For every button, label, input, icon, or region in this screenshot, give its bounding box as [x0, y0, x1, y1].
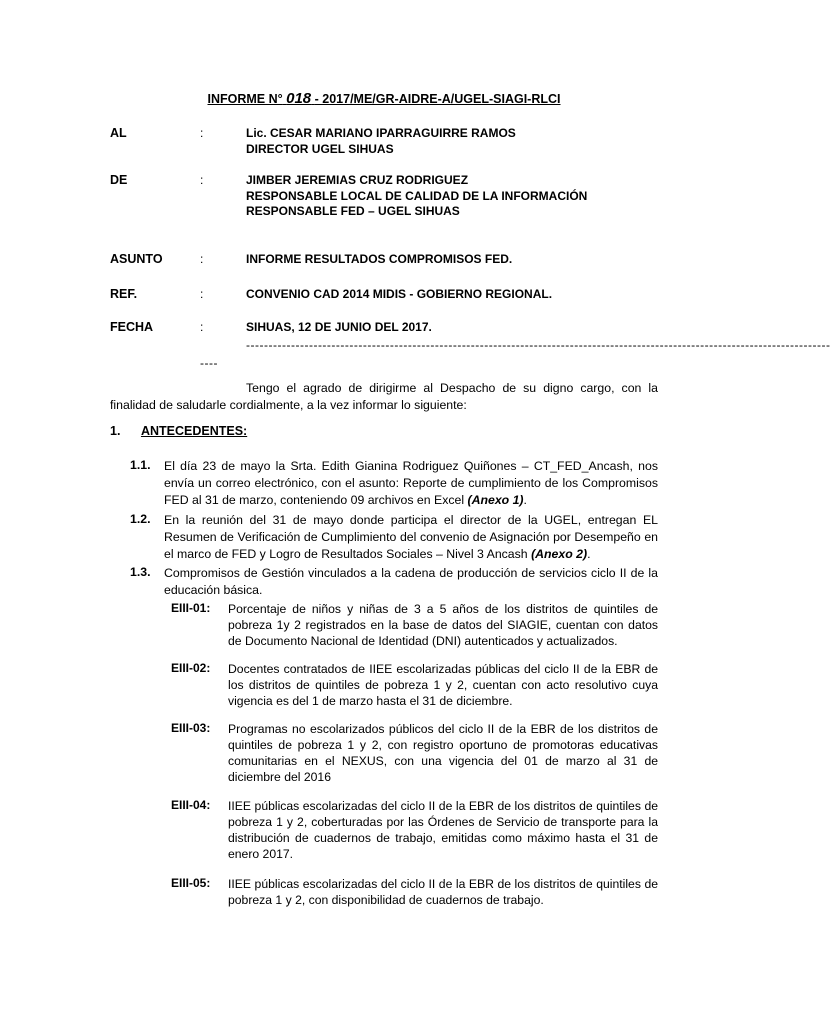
section-heading	[110, 424, 247, 438]
sub-item-code: EIII-01:	[171, 601, 211, 615]
field-label-asunto: ASUNTO	[110, 252, 163, 266]
item-end: .	[523, 493, 527, 507]
sub-item-code: EIII-05:	[171, 876, 211, 890]
item-number: 1.2.	[130, 512, 151, 526]
report-title	[0, 90, 768, 107]
intro-text: Tengo el agrado de dirigirme al Despacho de su digno cargo, con la finalidad de saludarle cordialmente, a la vez informar lo siguiente:	[110, 381, 658, 412]
report-number: 018	[286, 90, 312, 107]
field-value-al	[246, 126, 516, 157]
field-colon-ref: :	[200, 287, 204, 301]
item-end: .	[587, 547, 591, 561]
section-number: 1.	[110, 424, 121, 438]
sub-item-text: Programas no escolarizados públicos del ciclo II de la EBR de los distritos de quintiles de pobreza 1 y 2, con registro oportuno de promotoras educativas comunitarias en el NEXUS, con una vigencia del 01 de marzo al 31 de diciembre del 2016	[228, 722, 658, 784]
field-colon-fecha: :	[200, 320, 204, 334]
field-label-al: AL	[110, 126, 127, 140]
annex-ref: (Anexo 2)	[531, 547, 588, 561]
field-colon-al: :	[200, 126, 204, 140]
item-number: 1.1.	[130, 458, 151, 472]
sub-item-text: IIEE públicas escolarizadas del ciclo II de la EBR de los distritos de quintiles de pobreza 1 y 2, coberturadas por las Órdenes de Servicio de transporte para la distribución de cuadernos de trabajo, emitidas como máximo hasta el 31 de enero 2017.	[228, 799, 658, 861]
field-line: RESPONSABLE FED – UGEL SIHUAS	[246, 204, 460, 218]
sub-item-code: EIII-04:	[171, 798, 211, 812]
sub-item-code: EIII-03:	[171, 721, 211, 735]
field-label-ref: REF.	[110, 287, 138, 301]
field-value-asunto	[246, 252, 512, 268]
section-title: ANTECEDENTES:	[140, 424, 248, 438]
field-line: INFORME RESULTADOS COMPROMISOS FED.	[246, 252, 513, 266]
item-body: Compromisos de Gestión vinculados a la cadena de producción de servicios ciclo II de la educación básica.	[164, 566, 658, 597]
sub-item-text: Docentes contratados de IIEE escolarizadas públicas del ciclo II de la EBR de los distritos de quintiles de pobreza 1 y 2, cuentan con acto resolutivo cuya vigencia es del 1 de marzo hasta el 31 de diciembre.	[228, 662, 658, 708]
item-text	[164, 458, 658, 509]
separator-line: ----------------------------------------------------------------------------------------------------------------------------------	[246, 338, 831, 352]
field-value-de	[246, 173, 587, 220]
field-label-fecha: FECHA	[110, 320, 154, 334]
item-text	[164, 512, 658, 563]
item-number: 1.3.	[130, 565, 151, 579]
field-colon-asunto: :	[200, 252, 204, 266]
intro-paragraph	[110, 380, 658, 414]
field-line: Lic. CESAR MARIANO IPARRAGUIRRE RAMOS	[246, 126, 516, 140]
separator-line-end: ----	[200, 356, 218, 370]
item-text	[164, 565, 658, 599]
field-colon-de: :	[200, 173, 204, 187]
item-body: En la reunión del 31 de mayo donde participa el director de la UGEL, entregan EL Resumen de Verificación de Cumplimiento del convenio de Asignación por Desempeño en el marco de FED y Logro de Resultados Sociales – Nivel 3 Ancash	[164, 513, 658, 561]
item-body: El día 23 de mayo la Srta. Edith Gianina Rodriguez Quiñones – CT_FED_Ancash, nos envía un correo electrónico, con el asunto: Reporte de cumplimiento de los Compromisos FED al 31 de marzo, conteniendo 09 archivos en Excel	[164, 459, 658, 507]
sub-item-text: Porcentaje de niños y niñas de 3 a 5 años de los distritos de quintiles de pobreza 1y 2 registrados en la base de datos del SIAGIE, cuentan con datos de Documento Nacional de Identidad (DNI) autenticados y actualizados.	[228, 602, 658, 648]
field-line: DIRECTOR UGEL SIHUAS	[246, 141, 394, 156]
title-suffix: - 2017/ME/GR-AIDRE-A/UGEL-SIAGI-RLCI	[314, 92, 561, 106]
field-label-de: DE	[110, 173, 128, 187]
title-prefix: INFORME N°	[207, 92, 283, 106]
annex-ref: (Anexo 1)	[467, 493, 524, 507]
field-line: RESPONSABLE LOCAL DE CALIDAD DE LA INFORMACIÓN	[246, 188, 588, 203]
sub-item-code: EIII-02:	[171, 661, 211, 675]
field-value-fecha	[246, 320, 432, 336]
field-line: JIMBER JEREMIAS CRUZ RODRIGUEZ	[246, 173, 469, 187]
field-line: SIHUAS, 12 DE JUNIO DEL 2017.	[246, 320, 432, 334]
field-line: CONVENIO CAD 2014 MIDIS - GOBIERNO REGIONAL.	[246, 287, 553, 301]
sub-item-text: IIEE públicas escolarizadas del ciclo II de la EBR de los distritos de quintiles de pobreza 1 y 2, con disponibilidad de cuadernos de trabajo.	[228, 877, 658, 907]
field-value-ref	[246, 287, 552, 303]
